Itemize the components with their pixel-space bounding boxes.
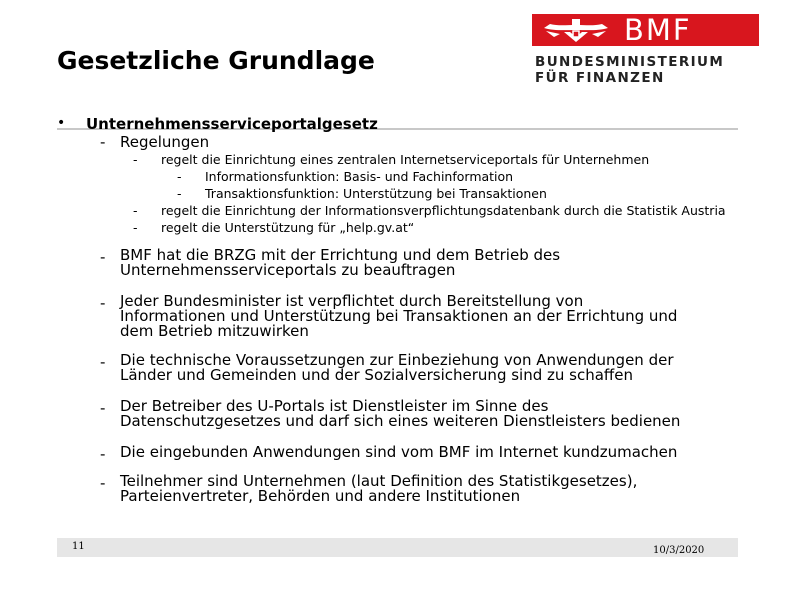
paragraph — [120, 294, 720, 339]
dash-icon: - — [133, 220, 138, 235]
paragraph — [120, 445, 720, 460]
dash-icon: - — [133, 203, 138, 218]
dash-icon: - — [100, 474, 106, 492]
paragraph-line: Datenschutzgesetzes und darf sich eines weiteren Dienstleisters bedienen — [120, 412, 681, 430]
dash-icon: - — [100, 353, 106, 371]
dash-icon: - — [100, 248, 106, 266]
bmf-logo — [532, 14, 762, 98]
eagle-icon — [536, 16, 616, 44]
footer-date: 10/3/2020 — [653, 545, 705, 556]
footer-bar — [57, 538, 738, 557]
sub-item: regelt die Einrichtung eines zentralen Internetserviceportals für Unternehmen — [161, 152, 650, 167]
sub-sub-item: Transaktionsfunktion: Unterstützung bei Transaktionen — [205, 186, 547, 201]
dash-icon: - — [100, 399, 106, 417]
sub-item: regelt die Einrichtung der Informationsverpflichtungsdatenbank durch die Statistik Austria — [161, 203, 726, 218]
paragraph-line: Der Betreiber des U-Portals ist Dienstleister im Sinne des — [120, 397, 549, 415]
paragraph-line: Parteienvertreter, Behörden und andere Institutionen — [120, 487, 521, 505]
logo-red-bar — [532, 14, 759, 46]
paragraph — [120, 248, 720, 278]
paragraph-line: BMF hat die BRZG mit der Errichtung und dem Betrieb des — [120, 246, 561, 264]
paragraph — [120, 399, 720, 429]
paragraph-line: dem Betrieb mitzuwirken — [120, 322, 309, 340]
paragraph-line: Die technische Voraussetzungen zur Einbeziehung von Anwendungen der — [120, 351, 674, 369]
bullet-icon: • — [57, 115, 66, 131]
paragraph — [120, 474, 720, 504]
paragraph-line: Jeder Bundesminister ist verpflichtet durch Bereitstellung von — [120, 292, 584, 310]
logo-line-2: FÜR FINANZEN — [535, 70, 665, 86]
paragraph-line: Die eingebunden Anwendungen sind vom BMF im Internet kundzumachen — [120, 443, 678, 461]
dash-icon: - — [133, 152, 138, 167]
dash-icon: - — [100, 294, 106, 312]
logo-line-1: BUNDESMINISTERIUM — [535, 54, 725, 70]
dash-icon: - — [177, 186, 182, 201]
page-number: 11 — [72, 541, 85, 552]
dash-icon: - — [100, 445, 106, 463]
dash-icon: - — [100, 133, 106, 151]
paragraph-line: Informationen und Unterstützung bei Transaktionen an der Errichtung und — [120, 307, 678, 325]
bullet-level2: Regelungen — [120, 133, 210, 151]
slide-title: Gesetzliche Grundlage — [57, 46, 375, 75]
sub-item: regelt die Unterstützung für „help.gv.at“ — [161, 220, 415, 235]
dash-icon: - — [177, 169, 182, 184]
paragraph-line: Unternehmensserviceportals zu beauftragen — [120, 261, 456, 279]
paragraph-line: Teilnehmer sind Unternehmen (laut Definition des Statistikgesetzes), — [120, 472, 638, 490]
logo-brand-text: BMF — [624, 13, 692, 47]
sub-sub-item: Informationsfunktion: Basis- und Fachinformation — [205, 169, 514, 184]
bullet-level1: Unternehmensserviceportalgesetz — [86, 115, 378, 133]
paragraph — [120, 353, 720, 383]
paragraph-line: Länder und Gemeinden und der Sozialversicherung sind zu schaffen — [120, 366, 633, 384]
